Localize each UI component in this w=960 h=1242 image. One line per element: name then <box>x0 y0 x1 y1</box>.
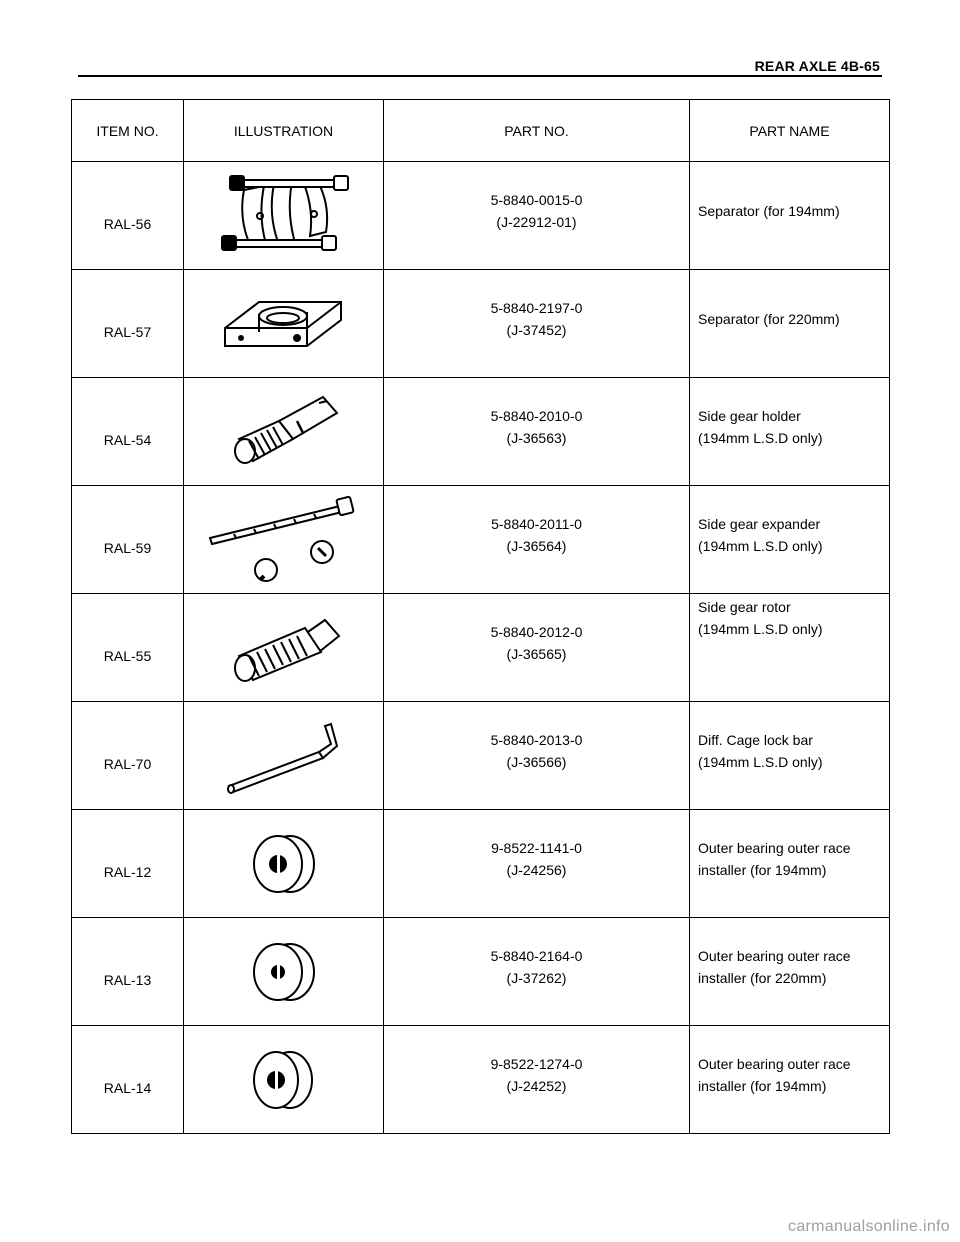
part-number: 5-8840-2011-0 <box>491 516 582 532</box>
race-installer-icon <box>244 1040 324 1120</box>
part-reference: (J-37452) <box>506 322 567 338</box>
part-name-line1: Outer bearing outer race <box>698 948 851 964</box>
table-row <box>72 486 890 594</box>
part-reference: (J-36563) <box>506 430 567 446</box>
item-no: RAL-14 <box>103 1080 152 1096</box>
item-no: RAL-54 <box>103 432 152 448</box>
side-gear-rotor-icon <box>219 606 349 690</box>
side-gear-holder-icon <box>219 387 349 477</box>
part-reference: (J-22912-01) <box>496 214 577 230</box>
part-number: 5-8840-2197-0 <box>490 300 583 316</box>
part-name-line1: Side gear expander <box>698 516 821 532</box>
table-row <box>72 810 890 918</box>
table-row <box>72 1026 890 1134</box>
part-name-line1: Side gear holder <box>698 408 801 424</box>
table-row <box>72 378 890 486</box>
table-row <box>72 270 890 378</box>
part-number: 5-8840-0015-0 <box>490 192 583 208</box>
item-no: RAL-55 <box>103 648 152 664</box>
col-header-part-name: PART NAME <box>690 100 890 162</box>
col-header-item-no: ITEM NO. <box>72 100 184 162</box>
header-rule <box>78 75 882 77</box>
part-reference: (J-37262) <box>506 970 567 986</box>
part-name: Separator (for 220mm) <box>698 311 840 327</box>
part-reference: (J-36566) <box>506 754 567 770</box>
item-no: RAL-59 <box>103 540 152 556</box>
race-installer-icon <box>244 824 324 904</box>
col-header-part-no: PART NO. <box>384 100 690 162</box>
table-row <box>72 594 890 702</box>
part-name-line1: Diff. Cage lock bar <box>698 732 813 748</box>
table-row <box>72 918 890 1026</box>
table-header-row <box>72 100 890 162</box>
part-name-line2: installer (for 220mm) <box>698 970 827 986</box>
part-reference: (J-36565) <box>506 646 567 662</box>
separator-220-icon <box>219 284 349 364</box>
watermark: carmanualsonline.info <box>788 1218 950 1235</box>
part-reference: (J-24252) <box>506 1078 567 1094</box>
table-row <box>72 702 890 810</box>
item-no: RAL-12 <box>103 864 152 880</box>
col-header-illustration: ILLUSTRATION <box>184 100 384 162</box>
side-gear-expander-icon <box>204 492 364 588</box>
item-no: RAL-57 <box>103 324 152 340</box>
part-name-line2: installer (for 194mm) <box>698 1078 827 1094</box>
race-installer-icon <box>244 932 324 1012</box>
part-name-line2: (194mm L.S.D only) <box>698 430 823 446</box>
part-number: 9-8522-1274-0 <box>490 1056 583 1072</box>
page-header-title: REAR AXLE 4B-65 <box>754 58 880 74</box>
part-reference: (J-24256) <box>506 862 567 878</box>
part-name-line1: Outer bearing outer race <box>698 840 851 856</box>
part-reference: (J-36564) <box>506 538 567 554</box>
part-number: 5-8840-2010-0 <box>490 408 583 424</box>
part-number: 5-8840-2012-0 <box>490 624 583 640</box>
item-no: RAL-70 <box>103 756 152 772</box>
part-name-line2: (194mm L.S.D only) <box>698 538 823 554</box>
part-number: 5-8840-2164-0 <box>490 948 583 964</box>
table-row <box>72 162 890 270</box>
lock-bar-icon <box>219 716 349 796</box>
part-number: 9-8522-1141-0 <box>491 840 582 856</box>
separator-194-icon <box>214 170 354 262</box>
item-no: RAL-56 <box>103 216 152 232</box>
part-name-line1: Outer bearing outer race <box>698 1056 851 1072</box>
part-name-line2: installer (for 194mm) <box>698 862 827 878</box>
part-number: 5-8840-2013-0 <box>490 732 583 748</box>
part-name-line2: (194mm L.S.D only) <box>698 621 823 637</box>
part-name-line2: (194mm L.S.D only) <box>698 754 823 770</box>
special-tools-table <box>71 99 890 1134</box>
part-name: Separator (for 194mm) <box>698 203 840 219</box>
item-no: RAL-13 <box>103 972 152 988</box>
part-name-line1: Side gear rotor <box>698 599 791 615</box>
